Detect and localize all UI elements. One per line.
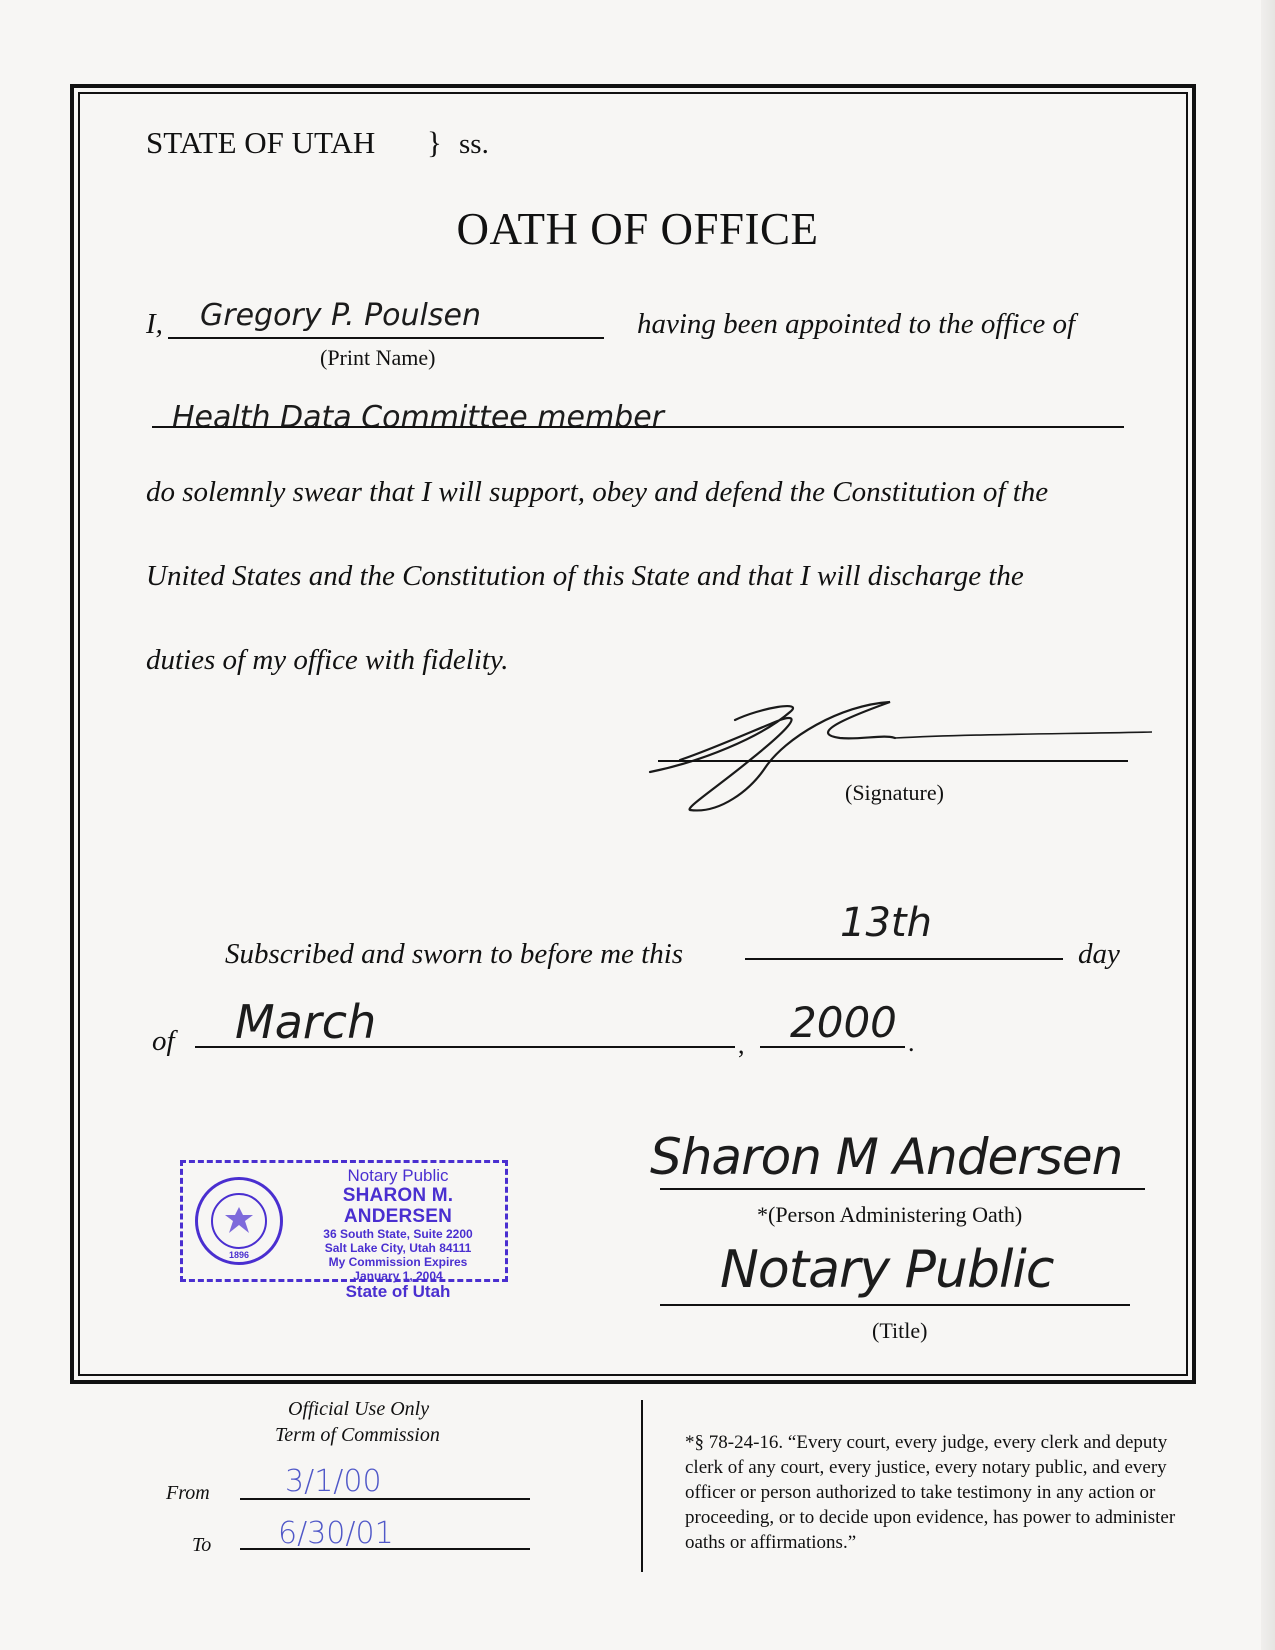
term-heading: Term of Commission [275,1424,440,1446]
vertical-divider [641,1400,643,1572]
comma: , [738,1030,745,1059]
title-handwritten: Notary Public [720,1240,1054,1300]
stamp-notary-public: Notary Public [347,1166,449,1185]
month-handwritten: March [235,995,377,1049]
document-title: OATH OF OFFICE [456,204,819,254]
stamp-expiry-date: January 1, 2004 [353,1269,443,1283]
seal-year: 1896 [228,1250,250,1260]
sworn-text: Subscribed and sworn to before me this [225,938,684,970]
stamp-commission-expires: My Commission Expires [328,1255,468,1269]
title-label: (Title) [872,1318,928,1343]
office-line [152,426,1124,428]
statute-citation: *§ 78-24-16. “Every court, every judge, every clerk and deputy clerk of any court, every justice, every notary public, and every officer or person authorized to take testimony in any action or proceeding, or to decide upon evidence, has power to administer oaths or affirmations.” [685,1432,1176,1553]
to-label: To [192,1534,212,1556]
to-line [240,1548,530,1550]
administrator-line [660,1188,1145,1190]
notary-stamp [180,1160,508,1301]
signature-label: (Signature) [845,780,944,805]
administrator-signature: Sharon M Andersen [650,1128,1123,1186]
administrator-label: *(Person Administering Oath) [757,1202,1023,1227]
oath-line-3: duties of my office with fidelity. [146,644,509,676]
appointee-name-handwritten: Gregory P. Poulsen [200,298,481,333]
to-value: 6/30/01 [278,1516,394,1551]
stamp-notary-name: SHARON M. ANDERSEN [342,1185,454,1227]
stamp-address-1: 36 South State, Suite 2200 [323,1227,473,1241]
i-prefix: I, [146,308,163,340]
from-value: 3/1/00 [285,1464,382,1499]
period: . [908,1028,915,1057]
stamp-address-2: Salt Lake City, Utah 84111 [324,1241,472,1255]
office-handwritten: Health Data Committee member [172,400,665,435]
name-line [168,337,604,339]
state-seal-icon [195,1177,283,1265]
day-handwritten: 13th [840,900,932,946]
stamp-state: State of Utah [345,1282,451,1301]
having-appointed-text: having been appointed to the office of [637,308,1076,340]
state-heading: STATE OF UTAH [146,125,376,160]
ss-abbreviation: ss. [459,128,489,160]
from-line [240,1498,530,1500]
oath-line-2: United States and the Constitution of this State and that I will discharge the [146,560,1024,592]
day-line [745,958,1063,960]
brace: } [427,125,442,160]
eagle-emblem-icon [221,1203,257,1239]
year-handwritten: 2000 [790,998,897,1047]
oath-line-1: do solemnly swear that I will support, obey and defend the Constitution of the [146,476,1049,508]
of-label: of [152,1025,175,1057]
month-line [195,1046,735,1048]
title-line [660,1304,1130,1306]
official-use-heading: Official Use Only [288,1398,430,1420]
from-label: From [166,1482,210,1504]
year-line [760,1046,905,1048]
signature-line [658,760,1128,762]
day-label: day [1078,938,1120,970]
print-name-label: (Print Name) [320,345,436,370]
